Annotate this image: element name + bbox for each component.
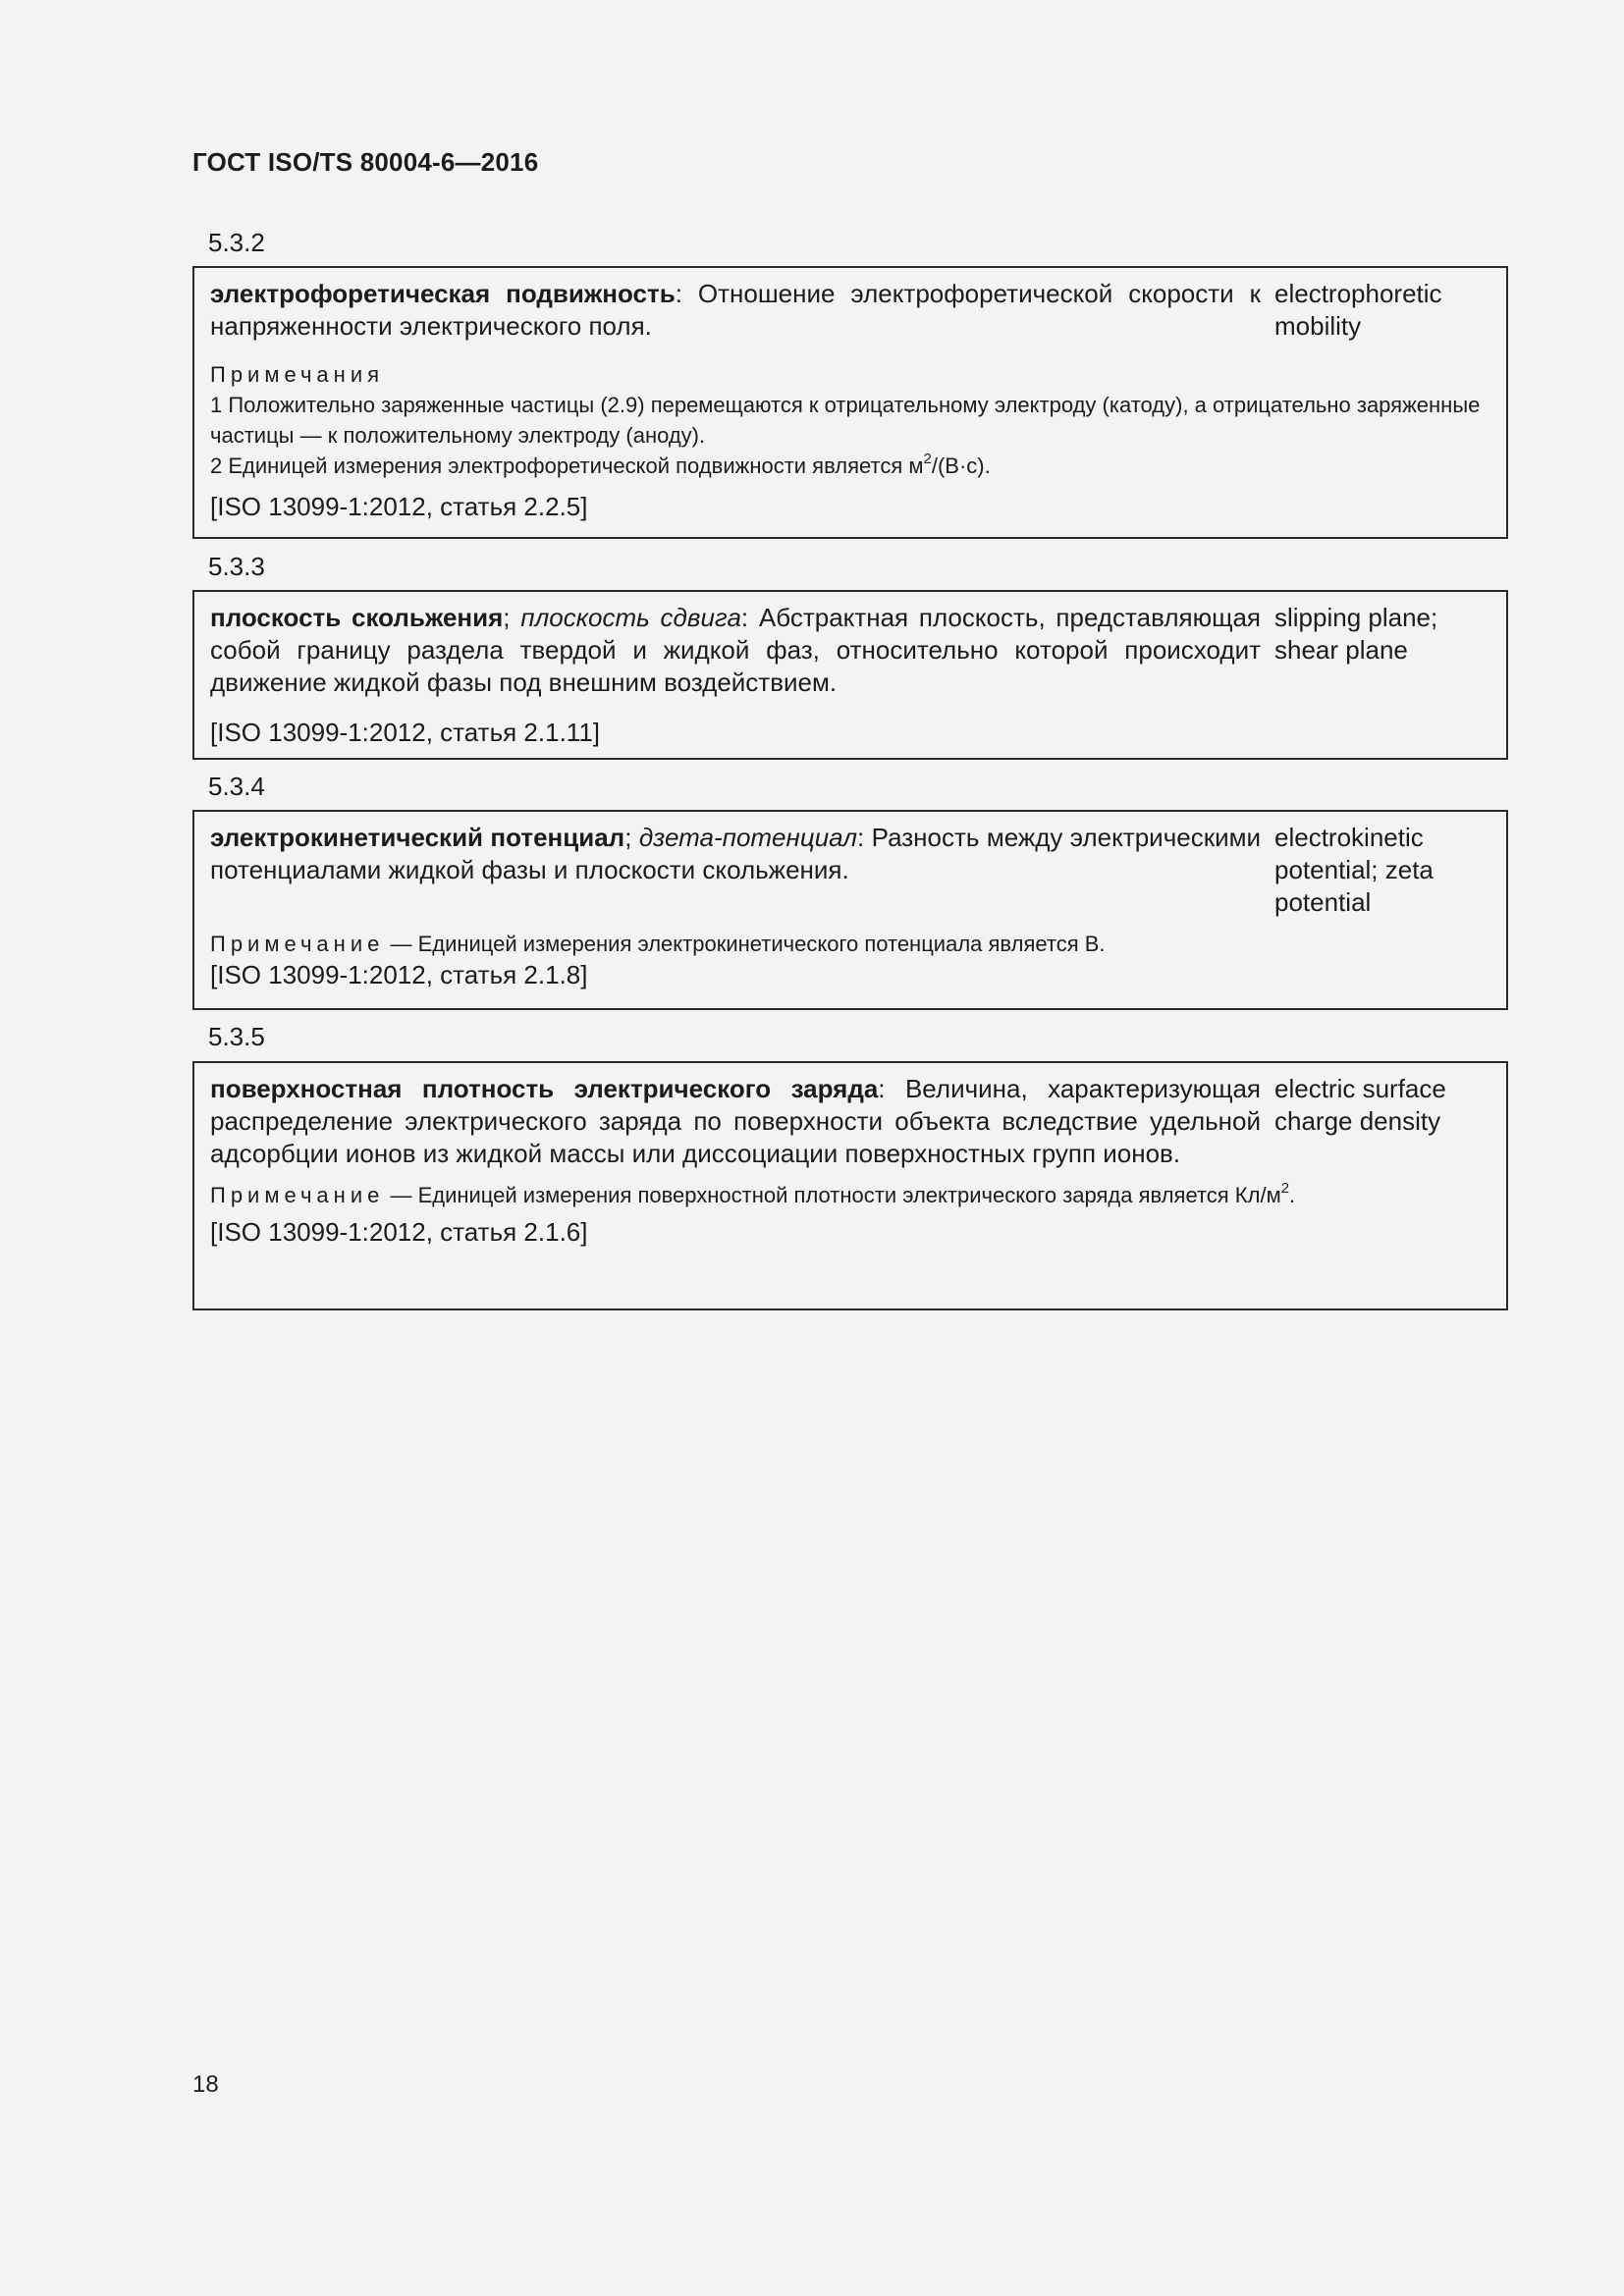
source-reference: [ISO 13099-1:2012, статья 2.2.5] — [210, 492, 588, 521]
source-reference: [ISO 13099-1:2012, статья 2.1.6] — [210, 1217, 588, 1247]
definition-text: : Отношение электрофоретической скорости к напряженности электрического поля. — [210, 279, 1262, 341]
english-term: electric surface charge density — [1274, 1074, 1446, 1136]
term-entry — [192, 590, 1508, 760]
section-number: 5.3.2 — [208, 228, 265, 257]
note: Примечание — Единицей измерения электрокинетического потенциала является В. — [210, 932, 1106, 956]
term-definition: электрокинетический потенциал; дзета-потенциал: Разность между электрическими потенциалами жидкой фазы и плоскости скольжения. — [210, 823, 1261, 884]
note-2: 2 Единицей измерения электрофоретической подвижности является $м^2/(В\cdot с)$. — [210, 450, 991, 478]
term-name: электрокинетический потенциал — [210, 823, 625, 852]
document-header: ГОСТ ISO/TS 80004-6—2016 — [192, 147, 539, 177]
term-name: поверхностная плотность электрического заряда — [210, 1074, 879, 1103]
definition-text: : Величина, характеризующая распределение электрического заряда по поверхности объекта вследствие удельной адсорбции ионов из жидкой массы или диссоциации поверхностных групп ионов. — [210, 1074, 1262, 1168]
section-number: 5.3.3 — [208, 552, 265, 581]
term-name: плоскость скольжения — [210, 603, 504, 632]
definition-text: : Разность между электрическими потенциалами жидкой фазы и плоскости скольжения. — [210, 823, 1261, 884]
term-definition: плоскость скольжения; плоскость сдвига: Абстрактная плоскость, представляющая собой границу раздела твердой и жидкой фаз, относительно которой происходит движение жидкой фазы под внешним воздействием. — [210, 603, 1262, 697]
section-number: 5.3.5 — [208, 1022, 265, 1051]
notes-title: Примечания — [210, 362, 385, 387]
english-term: electrokinetic potential; zeta potential — [1274, 823, 1434, 917]
note-1: 1 Положительно заряженные частицы (2.9) перемещаются к отрицательному электроду (катоду), а отрицательно заряженные частицы — к положительному электроду (аноду). — [210, 393, 1481, 448]
english-term: slipping plane; shear plane — [1274, 603, 1438, 665]
term-definition — [210, 1073, 1261, 1170]
term-entry — [192, 266, 1508, 539]
term-entry — [192, 810, 1508, 1010]
source-reference: [ISO 13099-1:2012, статья 2.1.11] — [210, 718, 601, 747]
term-definition — [210, 278, 1261, 343]
term-synonym: плоскость сдвига — [520, 603, 741, 632]
section-number: 5.3.4 — [208, 772, 265, 801]
english-term: electrophoretic mobility — [1274, 279, 1442, 341]
term-synonym: дзета-потенциал — [638, 823, 857, 852]
note: Примечание — Единицей измерения поверхностной плотности электрического заряда является $Кл/м^2$. — [210, 1179, 1296, 1207]
definition-text: : Абстрактная плоскость, представляющая собой границу раздела твердой и жидкой фаз, относительно которой происходит движение жидкой фазы под внешним воздействием. — [210, 603, 1262, 697]
term-entry — [192, 1061, 1508, 1310]
term-name: электрофоретическая подвижность — [210, 279, 676, 308]
source-reference: [ISO 13099-1:2012, статья 2.1.8] — [210, 960, 588, 989]
page-number: 18 — [192, 2071, 219, 2098]
